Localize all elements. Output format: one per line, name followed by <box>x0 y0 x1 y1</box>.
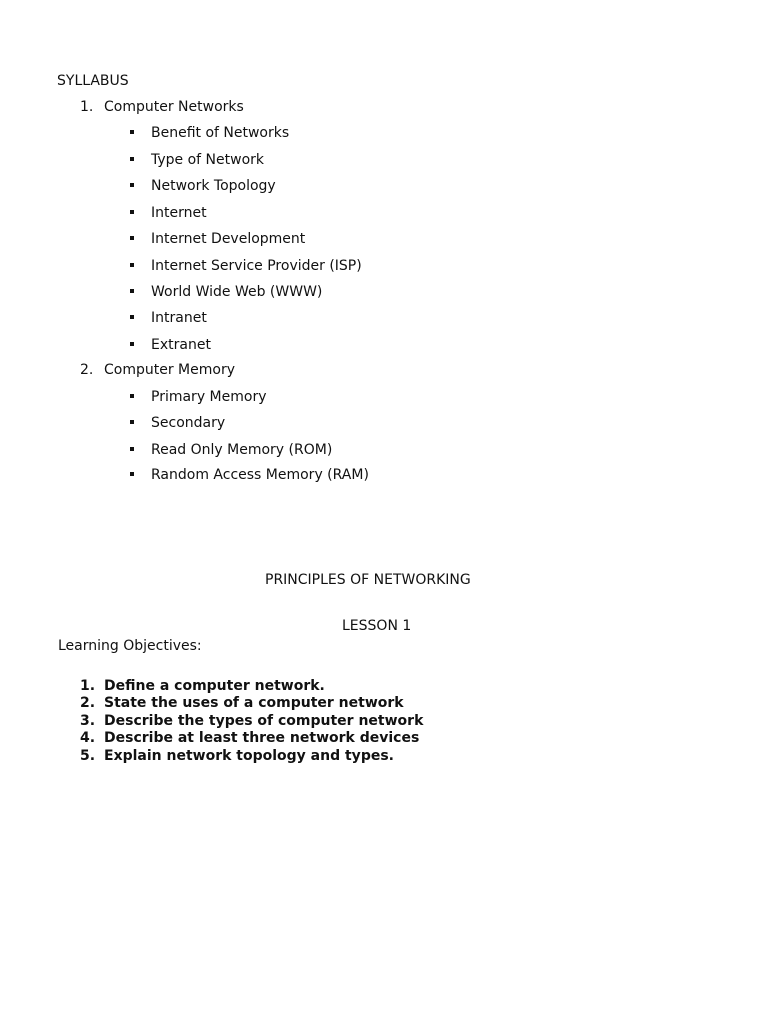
syllabus-item: Secondary <box>151 415 226 431</box>
lesson-title: LESSON 1 <box>342 618 412 634</box>
bullet-icon <box>130 342 134 346</box>
section-title: Computer Memory <box>104 362 235 378</box>
syllabus-item: Internet Service Provider (ISP) <box>151 258 362 274</box>
bullet-icon <box>130 315 134 319</box>
syllabus-item: Extranet <box>151 337 211 353</box>
section-number: 2. <box>80 362 94 378</box>
bullet-icon <box>130 289 134 293</box>
objective-text: Describe at least three network devices <box>104 730 420 746</box>
section-number: 1. <box>80 99 94 115</box>
page-title: PRINCIPLES OF NETWORKING <box>265 572 471 588</box>
objective-text: Explain network topology and types. <box>104 748 394 764</box>
syllabus-item: Type of Network <box>151 152 265 168</box>
bullet-icon <box>130 394 134 398</box>
objective-text: Define a computer network. <box>104 678 325 694</box>
objective-item <box>80 677 325 695</box>
objective-text: State the uses of a computer network <box>104 695 404 711</box>
syllabus-heading: SYLLABUS <box>57 73 129 89</box>
objective-number: 5. <box>80 748 96 764</box>
syllabus-item: Network Topology <box>151 178 276 194</box>
bullet-icon <box>130 183 134 187</box>
syllabus-item: Random Access Memory (RAM) <box>151 467 369 483</box>
syllabus-item: Internet Development <box>151 231 306 247</box>
section-computer-networks <box>80 98 244 116</box>
bullet-icon <box>130 447 134 451</box>
bullet-icon <box>130 236 134 240</box>
objective-text: Describe the types of computer network <box>104 713 424 729</box>
objective-item <box>80 694 404 712</box>
objective-item <box>80 712 423 730</box>
bullet-icon <box>130 130 134 134</box>
bullet-icon <box>130 263 134 267</box>
bullet-icon <box>130 210 134 214</box>
syllabus-item: Primary Memory <box>151 389 267 405</box>
objective-item <box>80 747 394 765</box>
objective-number: 4. <box>80 730 96 746</box>
syllabus-item: Internet <box>151 205 207 221</box>
objective-number: 3. <box>80 713 96 729</box>
bullet-icon <box>130 420 134 424</box>
syllabus-item: World Wide Web (WWW) <box>151 284 323 300</box>
objective-number: 2. <box>80 695 96 711</box>
learning-objectives-heading: Learning Objectives: <box>58 638 202 654</box>
section-title: Computer Networks <box>104 99 244 115</box>
objective-item <box>80 729 419 747</box>
section-computer-memory <box>80 361 235 379</box>
objective-number: 1. <box>80 678 96 694</box>
bullet-icon <box>130 472 134 476</box>
syllabus-item: Intranet <box>151 310 207 326</box>
syllabus-item: Read Only Memory (ROM) <box>151 442 333 458</box>
bullet-icon <box>130 157 134 161</box>
syllabus-item: Benefit of Networks <box>151 125 290 141</box>
